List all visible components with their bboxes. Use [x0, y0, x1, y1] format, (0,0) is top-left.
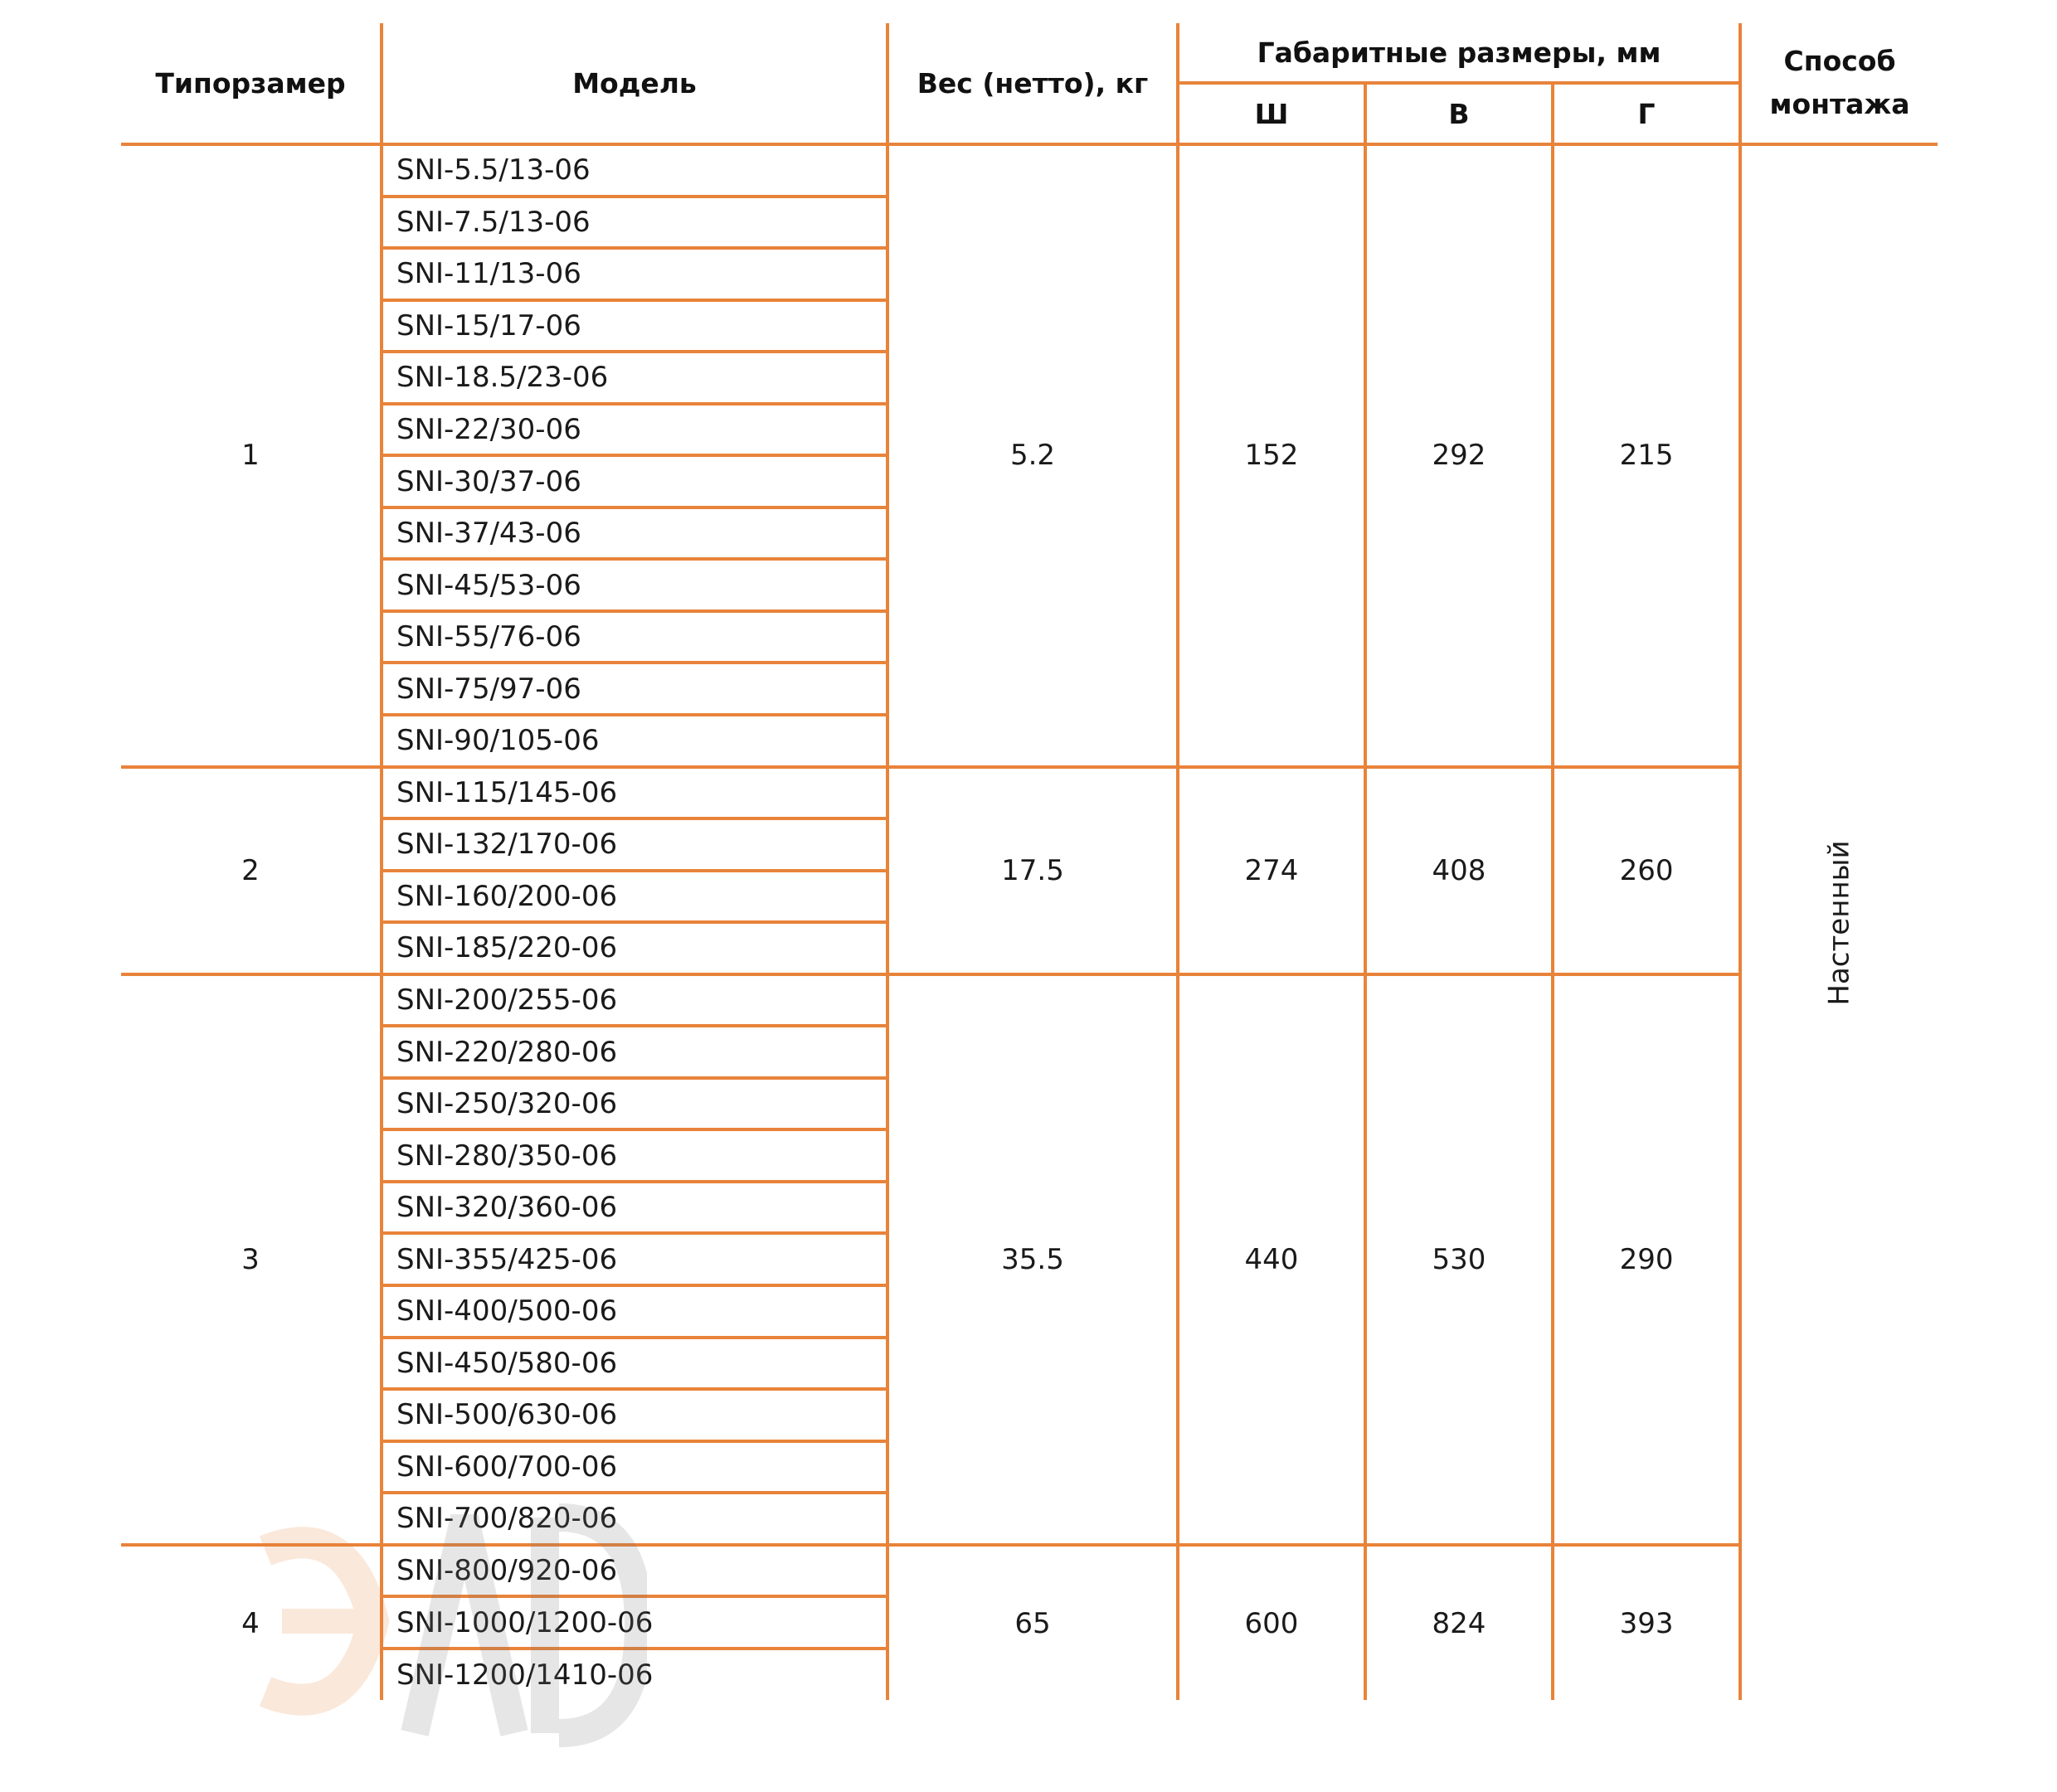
table-row — [121, 767, 1938, 819]
model-cell: SNI-1000/1200-06 — [382, 1596, 887, 1649]
header-weight: Вес (нетто), кг — [887, 23, 1178, 144]
model-cell: SNI-450/580-06 — [382, 1338, 887, 1390]
model-cell: SNI-7.5/13-06 — [382, 197, 887, 249]
model-cell: SNI-5.5/13-06 — [382, 144, 887, 197]
model-cell: SNI-22/30-06 — [382, 404, 887, 456]
model-cell: SNI-15/17-06 — [382, 300, 887, 352]
model-cell: SNI-355/425-06 — [382, 1233, 887, 1285]
model-cell: SNI-320/360-06 — [382, 1182, 887, 1234]
header-mount: Способ монтажа — [1740, 23, 1938, 144]
weight-cell: 17.5 — [887, 767, 1178, 974]
model-cell: SNI-400/500-06 — [382, 1285, 887, 1338]
model-cell: SNI-45/53-06 — [382, 559, 887, 611]
size-cell: 4 — [121, 1545, 382, 1701]
weight-cell: 5.2 — [887, 144, 1178, 767]
depth-cell: 393 — [1553, 1545, 1740, 1701]
model-cell: SNI-30/37-06 — [382, 455, 887, 507]
size-cell: 2 — [121, 767, 382, 974]
size-cell: 3 — [121, 974, 382, 1545]
model-cell: SNI-18.5/23-06 — [382, 352, 887, 404]
width-cell: 600 — [1178, 1545, 1365, 1701]
model-cell: SNI-37/43-06 — [382, 507, 887, 560]
model-cell: SNI-700/820-06 — [382, 1493, 887, 1545]
model-cell: SNI-600/700-06 — [382, 1441, 887, 1493]
mount-value: Настенный — [1823, 840, 1857, 1006]
model-cell: SNI-800/920-06 — [382, 1545, 887, 1597]
model-cell: SNI-250/320-06 — [382, 1078, 887, 1130]
specs-table — [121, 23, 1938, 1700]
height-cell: 408 — [1365, 767, 1553, 974]
model-cell: SNI-280/350-06 — [382, 1129, 887, 1182]
header-depth: Г — [1553, 83, 1740, 144]
mount-cell — [1740, 144, 1938, 1700]
width-cell: 440 — [1178, 974, 1365, 1545]
model-cell: SNI-500/630-06 — [382, 1389, 887, 1441]
model-cell: SNI-55/76-06 — [382, 611, 887, 663]
model-cell: SNI-1200/1410-06 — [382, 1649, 887, 1701]
model-cell: SNI-185/220-06 — [382, 922, 887, 974]
table-row — [121, 974, 1938, 1027]
height-cell: 824 — [1365, 1545, 1553, 1701]
depth-cell: 260 — [1553, 767, 1740, 974]
model-cell: SNI-90/105-06 — [382, 715, 887, 767]
table-row — [121, 1545, 1938, 1597]
table-row — [121, 144, 1938, 197]
depth-cell: 215 — [1553, 144, 1740, 767]
model-cell: SNI-11/13-06 — [382, 248, 887, 300]
height-cell: 530 — [1365, 974, 1553, 1545]
weight-cell: 35.5 — [887, 974, 1178, 1545]
header-size: Типорзамер — [121, 23, 382, 144]
header-dimensions: Габаритные размеры, мм — [1178, 23, 1740, 83]
model-cell: SNI-160/200-06 — [382, 871, 887, 923]
depth-cell: 290 — [1553, 974, 1740, 1545]
size-cell: 1 — [121, 144, 382, 767]
height-cell: 292 — [1365, 144, 1553, 767]
header-model: Модель — [382, 23, 887, 144]
width-cell: 152 — [1178, 144, 1365, 767]
width-cell: 274 — [1178, 767, 1365, 974]
header-width: Ш — [1178, 83, 1365, 144]
model-cell: SNI-75/97-06 — [382, 663, 887, 715]
model-cell: SNI-200/255-06 — [382, 974, 887, 1027]
model-cell: SNI-115/145-06 — [382, 767, 887, 819]
weight-cell: 65 — [887, 1545, 1178, 1701]
model-cell: SNI-220/280-06 — [382, 1026, 887, 1078]
model-cell: SNI-132/170-06 — [382, 818, 887, 871]
table-body — [121, 144, 1938, 1700]
header-height: В — [1365, 83, 1553, 144]
